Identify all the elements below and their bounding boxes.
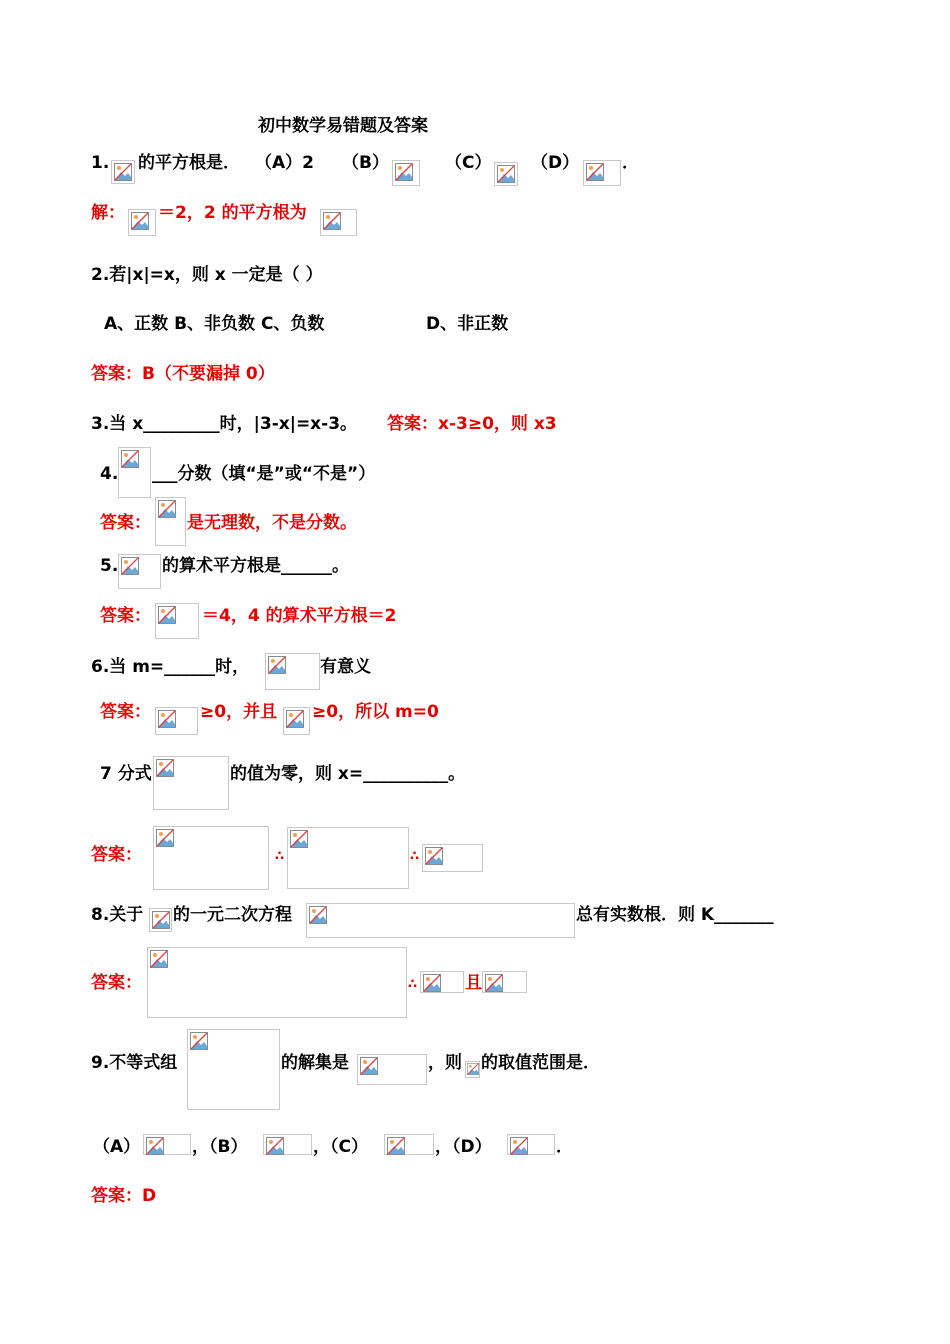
- question-1-text: 的平方根是．: [138, 153, 240, 173]
- formula-image: [111, 160, 135, 184]
- broken-image-icon: [266, 1137, 284, 1155]
- question-5-text: 的算术平方根是______。: [162, 556, 349, 576]
- answer-1-label: 解：: [91, 203, 125, 223]
- formula-image: [287, 827, 409, 889]
- broken-image-icon: [387, 1137, 405, 1155]
- question-7-text: 7 分式: [100, 764, 152, 784]
- broken-image-icon: [290, 830, 308, 848]
- formula-image: [153, 756, 229, 810]
- formula-image: [143, 1134, 191, 1155]
- question-6-text-2: 有意义: [320, 657, 371, 677]
- formula-image: [118, 554, 161, 589]
- formula-image: [420, 971, 464, 993]
- broken-image-icon: [586, 163, 604, 181]
- formula-image: [155, 497, 186, 546]
- broken-image-icon: [114, 163, 132, 181]
- broken-image-icon: [190, 1032, 208, 1050]
- question-7-text-2: 的值为零，则 x=__________。: [230, 764, 466, 784]
- therefore-symbol: ∴: [410, 849, 420, 864]
- formula-image: [357, 1054, 427, 1085]
- formula-image: [265, 653, 320, 690]
- formula-image: [263, 1134, 312, 1155]
- formula-image: [482, 971, 527, 993]
- page-title: 初中数学易错题及答案: [258, 116, 428, 136]
- broken-image-icon: [158, 710, 176, 728]
- broken-image-icon: [485, 974, 503, 992]
- broken-image-icon: [467, 1063, 479, 1075]
- formula-image: [283, 707, 310, 735]
- formula-image: [155, 707, 198, 735]
- broken-image-icon: [268, 656, 286, 674]
- broken-image-icon: [395, 163, 413, 181]
- broken-image-icon: [425, 847, 443, 865]
- broken-image-icon: [158, 606, 176, 624]
- formula-image: [118, 447, 151, 498]
- formula-image: [465, 1061, 480, 1078]
- formula-image: [507, 1134, 555, 1155]
- broken-image-icon: [121, 450, 139, 468]
- formula-image: [422, 844, 483, 872]
- answer-5-label: 答案：: [100, 606, 151, 626]
- broken-image-icon: [497, 165, 515, 183]
- question-8-text: 8.关于: [91, 905, 144, 925]
- answer-6-text-1: ≥0，并且: [200, 702, 278, 722]
- answer-1-text: ＝2，2 的平方根为: [158, 203, 307, 223]
- broken-image-icon: [309, 906, 327, 924]
- answer-8-label: 答案：: [91, 973, 142, 993]
- formula-image: [153, 826, 269, 890]
- formula-image: [128, 209, 156, 236]
- answer-4-text: 是无理数，不是分数。: [187, 513, 357, 533]
- broken-image-icon: [156, 759, 174, 777]
- broken-image-icon: [150, 950, 168, 968]
- option-b: （B）: [342, 153, 389, 173]
- broken-image-icon: [152, 911, 170, 929]
- broken-image-icon: [323, 212, 341, 230]
- question-6-text: 6.当 m=______时，: [91, 657, 250, 677]
- option-c: ，（C）: [313, 1137, 368, 1157]
- option-a: （A）: [93, 1137, 141, 1157]
- broken-image-icon: [360, 1057, 378, 1075]
- question-2-option-d: D、非正数: [426, 314, 509, 334]
- answer-6-label: 答案：: [100, 702, 151, 722]
- formula-image: [187, 1029, 280, 1110]
- answer-2: 答案：B（不要漏掉 0）: [91, 364, 275, 384]
- question-9-text-2: 的解集是: [281, 1053, 349, 1073]
- question-2: 2.若|x|=x，则 x 一定是（ ）: [91, 265, 323, 285]
- broken-image-icon: [121, 557, 139, 575]
- answer-7-label: 答案：: [91, 845, 142, 865]
- formula-image: [149, 908, 172, 932]
- therefore-symbol: ∴: [408, 977, 418, 992]
- formula-image: [147, 947, 407, 1018]
- question-4-text: ___分数（填“是”或“不是”）: [152, 464, 376, 484]
- option-c: （C）: [445, 153, 492, 173]
- broken-image-icon: [423, 974, 441, 992]
- option-d: ，（D）: [435, 1137, 492, 1157]
- answer-6-text-2: ≥0，所以 m=0: [312, 702, 439, 722]
- answer-9: 答案：D: [91, 1186, 157, 1206]
- broken-image-icon: [131, 212, 149, 230]
- question-9-text-3: ，则: [428, 1053, 462, 1073]
- formula-image: [392, 160, 420, 186]
- answer-4-label: 答案：: [100, 513, 151, 533]
- question-1-end: ．: [622, 153, 639, 173]
- option-a: （A）2: [255, 153, 314, 173]
- formula-image: [155, 603, 199, 639]
- question-1-number: 1.: [91, 153, 110, 173]
- formula-image: [384, 1134, 434, 1155]
- question-5-number: 5.: [100, 556, 119, 576]
- broken-image-icon: [158, 500, 176, 518]
- broken-image-icon: [286, 710, 304, 728]
- question-9-text: 9.不等式组: [91, 1053, 178, 1073]
- question-8-text-2: 的一元二次方程: [173, 905, 292, 925]
- option-d: （D）: [531, 153, 580, 173]
- formula-image: [583, 160, 621, 186]
- question-3: 3.当 x_________时，|3-x|=x-3。: [91, 414, 358, 434]
- question-4-number: 4.: [100, 464, 119, 484]
- formula-image: [320, 209, 357, 236]
- question-2-options: A、正数 B、非负数 C、负数: [104, 314, 325, 334]
- answer-5-text: ＝4，4 的算术平方根＝2: [202, 606, 397, 626]
- question-8-text-3: 总有实数根．则 K_______: [576, 905, 774, 925]
- options-end: ．: [556, 1137, 573, 1157]
- therefore-symbol: ∴: [275, 849, 285, 864]
- formula-image: [306, 903, 575, 938]
- formula-image: [494, 162, 518, 186]
- broken-image-icon: [510, 1137, 528, 1155]
- answer-3: 答案：x-3≥0，则 x3: [387, 414, 557, 434]
- broken-image-icon: [156, 829, 174, 847]
- option-b: ，（B）: [192, 1137, 248, 1157]
- question-9-text-4: 的取值范围是．: [481, 1053, 600, 1073]
- broken-image-icon: [146, 1137, 164, 1155]
- answer-8-and: 且: [465, 973, 482, 993]
